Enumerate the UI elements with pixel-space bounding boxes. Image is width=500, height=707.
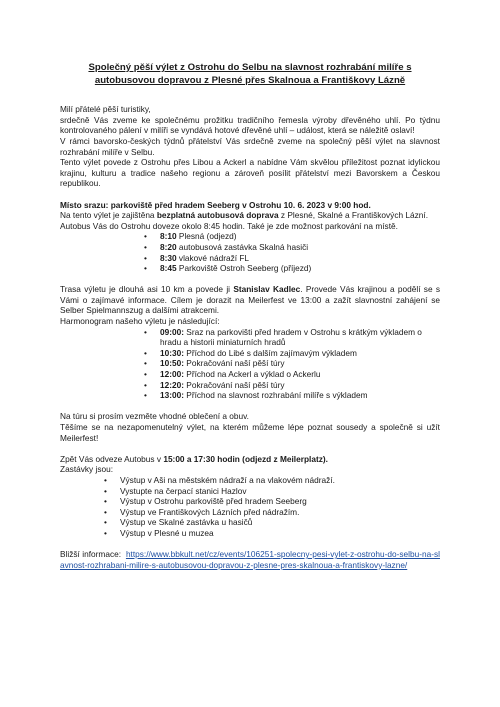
document-title: Společný pěší výlet z Ostrohu do Selbu na slavnost rozhrabání milíře s autobusovou dopravou z Plesné přes Skalnoua a Františkovy Lázně — [88, 62, 412, 86]
list-item: • 09:00: Sraz na parkovišti před hradem v Ostrohu s krátkým výkladem o hradu a historii miniaturních hradů — [60, 327, 440, 348]
list-item: • Vystupte na čerpací stanici Hazlov — [60, 486, 440, 497]
meeting-section — [60, 200, 440, 274]
return-stops-list — [60, 475, 440, 539]
route-section — [60, 284, 440, 401]
more-info-label: Bližší informace: — [60, 549, 122, 560]
list-item: • Výstup v Aši na městském nádraží a na vlakovém nádraží. — [60, 475, 440, 486]
list-item: • 8:20 autobusová zastávka Skalná hasiči — [60, 242, 440, 253]
return-bus-info: Zpět Vás odveze Autobus v 15:00 a 17:30 hodin (odjezd z Meilerplatz). — [60, 453, 328, 464]
list-item: • 12:00: Příchod na Ackerl a výklad o Ackerlu — [60, 369, 440, 380]
pickup-stops-list — [60, 231, 440, 273]
list-item: • 8:30 vlakové nádraží FL — [60, 253, 440, 264]
closing-wish: Těšíme se na nezapomenutelný výlet, na kterém můžeme lépe poznat sousedy a společně si užít Meilerfest! — [60, 422, 440, 443]
return-section — [60, 454, 440, 539]
intro-section — [60, 104, 440, 189]
intro-paragraph-2: V rámci bavorsko-českých týdnů přátelství Vás srdečně zveme na společný pěší výlet na slavnost rozhrabání milíře v Selbu. — [60, 135, 440, 157]
intro-paragraph-3: Tento výlet povede z Ostrohu přes Libou a Ackerl a nabídne Vám skvělou příležitost poznat idylickou krajinu, kulturu a tradice našeho regionu a zároveň posílit přátelství mezi Bavorskem a Českou republikou. — [60, 157, 440, 189]
schedule-heading: Harmonogram našeho výletu je následující: — [60, 316, 220, 327]
list-item: • Výstup ve Skalné zastávka u hasičů — [60, 517, 440, 528]
bus-arrival-info: Autobus Vás do Ostrohu doveze okolo 8:45 hodin. Také je zde možnost parkování na místě. — [60, 220, 398, 231]
guide-name: Stanislav Kadlec — [233, 284, 301, 295]
clothing-note: Na túru si prosím vezměte vhodné oblečení a obuv. — [60, 411, 249, 422]
list-item: • Výstup v Ostrohu parkoviště před hradem Seeberg — [60, 496, 440, 507]
list-item: • 12:20: Pokračování naší pěší túry — [60, 380, 440, 391]
return-stops-heading: Zastávky jsou: — [60, 464, 114, 475]
list-item: • 13:00: Příchod na slavnost rozhrabání milíře s výkladem — [60, 390, 440, 401]
list-item: • 10:30: Příchod do Libé s dalším zajímavým výkladem — [60, 348, 440, 359]
closing-section — [60, 411, 440, 443]
list-item: • 8:45 Parkoviště Ostroh Seeberg (příjezd) — [60, 263, 440, 274]
list-item: • Výstup ve Františkových Lázních před nádražím. — [60, 507, 440, 518]
list-item: • Výstup v Plesné u muzea — [60, 528, 440, 539]
free-bus-highlight: bezplatná autobusová doprava — [156, 210, 279, 221]
return-times: 15:00 a 17:30 hodin (odjezd z Meilerplatz). — [163, 453, 328, 464]
schedule-list — [60, 327, 440, 401]
more-info — [60, 549, 440, 570]
bus-info: Na tento výlet je zajištěna bezplatná autobusová doprava z Plesné, Skalné a Františkových Lázní. — [60, 210, 428, 221]
route-description: Trasa výletu je dlouhá asi 10 km a povede ji Stanislav Kadlec. Provede Vás krajinou a podělí se s Vámi o zajímavé informace. Cílem je dorazit na Meilerfest ve 13:00 a zažít slavnostní zahájení se Selber Spielmannszug a dalšími atrakcemi. — [60, 284, 440, 316]
event-link[interactable]: https://www.bbkult.net/cz/events/106251-spolecny-pesi-vylet-z-ostrohu-do-selbu-na-slavnost-rozhrabani-milire-s-autobusovou-dopravou-z-plesne-pres-skalnoua-a-frantiskovy-lazne/ — [60, 549, 440, 570]
list-item: • 8:10 Plesná (odjezd) — [60, 231, 440, 242]
meeting-heading: Místo srazu: parkoviště před hradem Seeberg v Ostrohu 10. 6. 2023 v 9:00 hod. — [60, 199, 371, 210]
list-item: • 10:50: Pokračování naší pěší túry — [60, 358, 440, 369]
intro-paragraph-1: srdečně Vás zveme ke společnému prožitku tradičního řemesla výroby dřevěného uhlí. Po týdnu kontrolovaného pálení v milíři se vyndává hotové dřevěné uhlí – událost, která se náležitě oslaví! — [60, 114, 440, 136]
greeting: Milí přátelé pěší turistiky, — [60, 104, 151, 115]
